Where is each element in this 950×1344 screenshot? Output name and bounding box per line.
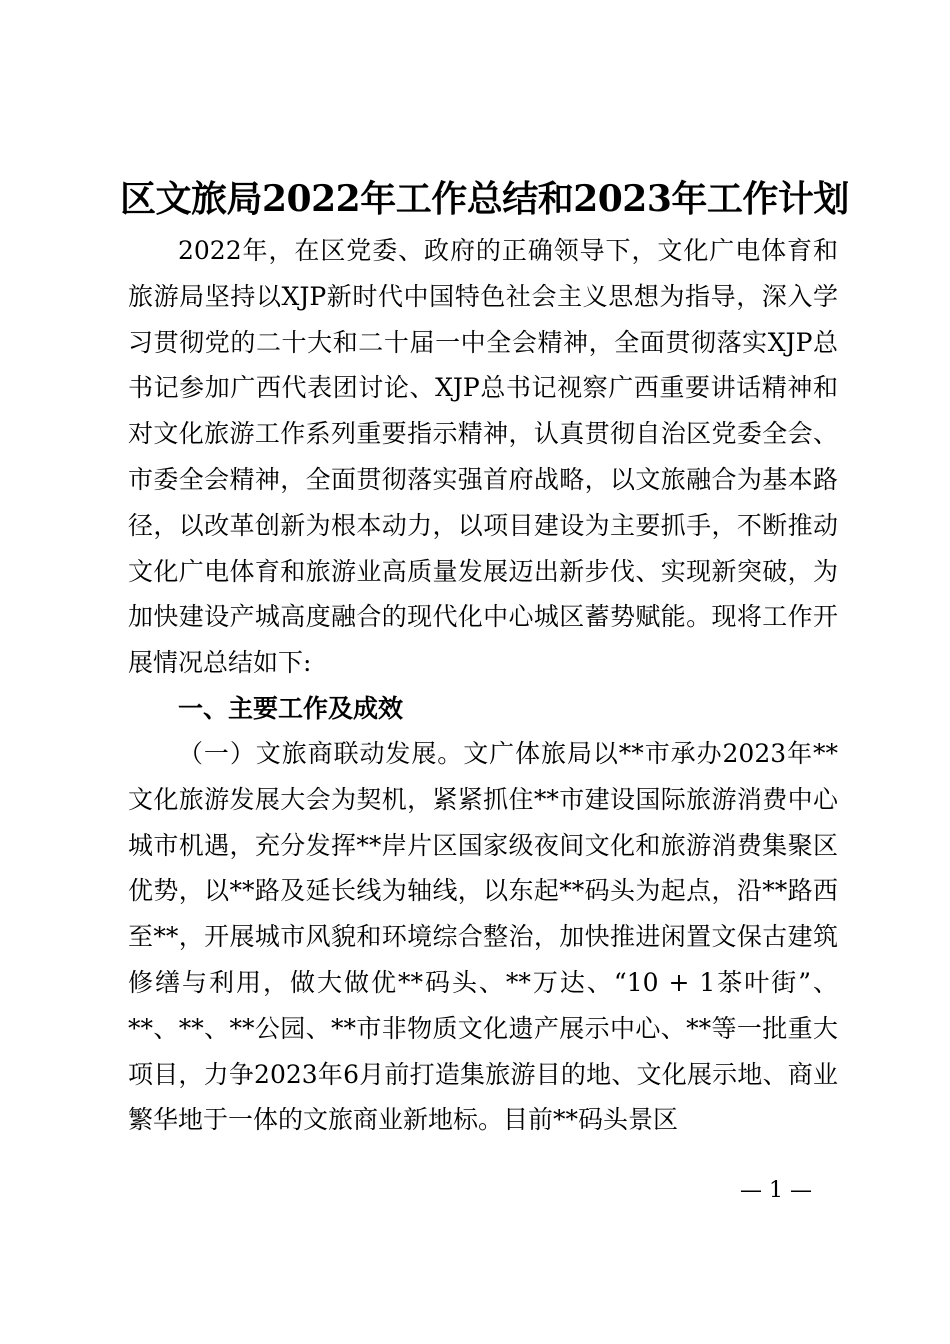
subsection-paragraph: （一）文旅商联动发展。文广体旅局以**市承办2023年**文化旅游发展大会为契机，紧紧抓住**市建设国际旅游消费中心城市机遇，充分发挥**岸片区国家级夜间文化和旅游消费集聚区优势，以**路及延长线为轴线，以东起**码头为起点，沿**路西至**，开展城市风貌和环境综合整治，加快推进闲置文保古建筑修缮与利用，做大做优**码头、**万达、“10 + 1茶叶街”、**、**、**公园、**市非物质文化遗产展示中心、**等一批重大项目，力争2023年6月前打造集旅游目的地、文化展示地、商业繁华地于一体的文旅商业新地标。目前**码头景区 (128, 739, 838, 1135)
page-number: — 1 — (740, 1178, 812, 1203)
section-heading: 一、主要工作及成效 (178, 694, 404, 723)
intro-paragraph: 2022年，在区党委、政府的正确领导下，文化广电体育和旅游局坚持以XJP新时代中国特色社会主义思想为指导，深入学习贯彻党的二十大和二十届一中全会精神，全面贯彻落实XJP总书记参加广西代表团讨论、XJP总书记视察广西重要讲话精神和对文化旅游工作系列重要指示精神，认真贯彻自治区党委全会、市委全会精神，全面贯彻落实强首府战略，以文旅融合为基本路径，以改革创新为根本动力，以项目建设为主要抓手，不断推动文化广电体育和旅游业高质量发展迈出新步伐、实现新突破，为加快建设产城高度融合的现代化中心城区蓄势赋能。现将工作开展情况总结如下: (128, 236, 838, 678)
document-title: 区文旅局2022年工作总结和2023年工作计划 (120, 178, 849, 220)
